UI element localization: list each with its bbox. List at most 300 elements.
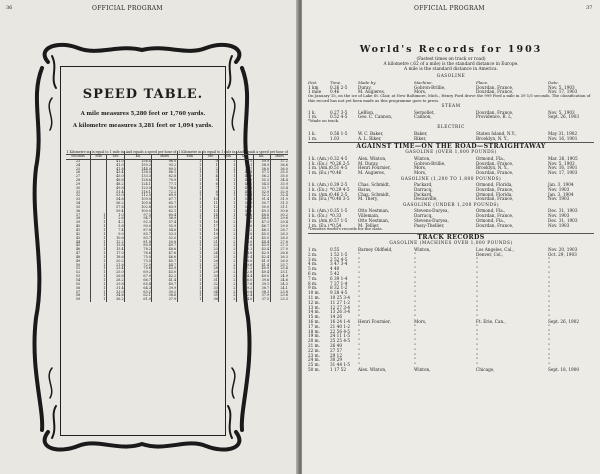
record-cell: 4 m.: [308, 261, 318, 267]
table-cell: 2: [219, 241, 237, 245]
table-cell: 17: [202, 225, 219, 229]
table-cell: 31: [202, 279, 219, 283]
record-cell: Nov. 5, 1903: [548, 84, 575, 90]
table-cell: 40: [75, 224, 81, 229]
record-cell: ": [358, 270, 360, 276]
table-cell: 64.3: [125, 287, 152, 291]
table-cell: 51.4: [253, 198, 270, 202]
table-cell: 1: [177, 279, 202, 283]
table-cell: 54.6: [106, 198, 124, 202]
table-cell: 15.4: [106, 248, 124, 252]
table-cell: 52.0: [152, 237, 177, 241]
table-cell: 4: [202, 175, 219, 179]
table-cell: 13.8: [106, 244, 124, 248]
record-cell: ": [476, 256, 478, 262]
table-cell: 1: [219, 164, 237, 168]
speed-table-frame: [28, 38, 288, 456]
table-cell: 38.1: [236, 164, 253, 168]
record-cell: ": [358, 342, 360, 348]
table-cell: 41.0: [106, 164, 124, 168]
record-cell: May 31, 1902: [548, 130, 578, 136]
table-cell: 59.9: [253, 159, 270, 163]
table-cell: 105.8: [125, 202, 152, 206]
record-cell: Decauville,: [414, 196, 438, 202]
record-cell: 1 k. (Am.): [308, 155, 329, 161]
table-cell: 27: [202, 264, 219, 268]
record-cell: ": [548, 275, 550, 281]
speed-table: [66, 151, 288, 302]
table-cell: 27.3: [270, 244, 288, 248]
table-cell: 8.4: [236, 237, 253, 241]
table-cell: 49.8: [106, 187, 124, 191]
record-cell: 16 24 1-4: [330, 318, 351, 324]
record-cell: Nov. 17, 1903: [548, 89, 578, 95]
table-cell: 1: [177, 283, 202, 287]
table-cell: 5.2: [236, 229, 253, 233]
table-cell: 43: [75, 235, 81, 240]
road-records-heading: AGAINST TIME—ON THE ROAD—STRAIGHTAWAY: [356, 143, 546, 151]
record-cell: 14 m.: [308, 309, 320, 315]
table-cell: 33.4: [270, 187, 288, 191]
table-cell: 58.9: [152, 217, 177, 221]
records-note-km: A kilometre (.62 of a mile) is the standard distance in Europe.: [383, 62, 519, 67]
table-cell: 25.1: [270, 271, 288, 275]
table-cell: 1: [91, 279, 107, 283]
table-cell: 74.6: [152, 187, 177, 191]
record-cell: Nov. 16, 1901: [548, 135, 578, 141]
table-cell: 52.2: [253, 194, 270, 198]
record-cell: 13 m.: [308, 304, 320, 310]
record-cell: Mors,: [414, 165, 427, 171]
table-cell: 77.1: [152, 183, 177, 187]
record-cell: Ormond, Fla.,: [476, 217, 506, 223]
table-cell: 109.0: [125, 198, 152, 202]
record-cell: Otto Nestman,: [358, 208, 390, 214]
table-cell: 39.7: [236, 168, 253, 172]
table-cell: 59: [75, 297, 81, 302]
table-cell: 2: [219, 248, 237, 252]
record-cell: ": [358, 290, 360, 296]
table-cell: 1: [177, 217, 202, 221]
table-cell: 18.6: [106, 256, 124, 260]
records-note-mile: A mile is the standard distance in America.: [404, 67, 498, 72]
table-cell: 1: [219, 159, 237, 163]
column-header-cell: Date.: [548, 79, 559, 85]
record-cell: 7 37 1-4: [330, 280, 348, 286]
table-cell: 40.4: [253, 271, 270, 275]
record-cell: ": [358, 328, 360, 334]
table-cell: 42.4: [253, 256, 270, 260]
table-cell: 102.8: [125, 206, 152, 210]
table-cell: 0: [202, 159, 219, 163]
record-cell: 1 k. (Eu.): [308, 213, 328, 218]
table-cell: 79.9: [152, 179, 177, 183]
record-cell: Los Angeles, Cal.,: [476, 246, 514, 252]
table-cell: 20.2: [106, 260, 124, 264]
record-cell: 1 m. (Am.): [308, 217, 331, 223]
record-cell: 1 k. (Eu.): [308, 160, 328, 166]
record-cell: 1 m. (Eu.): [308, 196, 329, 202]
table-cell: 75.0: [125, 256, 152, 260]
unit-header-cell: Sec: [202, 155, 219, 159]
record-cell: 27 57: [330, 347, 342, 353]
table-cell: 1: [177, 183, 202, 187]
record-cell: ": [358, 352, 360, 358]
record-cell: ": [414, 342, 416, 348]
table-cell: 23.4: [106, 267, 124, 271]
table-cell: 1.0: [106, 214, 124, 218]
table-cell: 31.5: [270, 202, 288, 206]
record-cell: 0.57 1-5: [330, 217, 348, 223]
table-cell: 55.9: [152, 225, 177, 229]
record-cell: 0.46: [330, 89, 340, 95]
table-cell: 63.9: [152, 206, 177, 210]
table-cell: 2: [219, 260, 237, 264]
record-cell: 1 k.: [308, 130, 316, 136]
table-cell: 66.7: [125, 279, 152, 283]
table-cell: 49.7: [152, 244, 177, 248]
table-cell: 83.7: [125, 237, 152, 241]
table-cell: 1: [177, 271, 202, 275]
table-cell: 23: [202, 248, 219, 252]
table-cell: 128.6: [125, 179, 152, 183]
record-cell: ": [414, 333, 416, 339]
table-cell: 1: [177, 252, 202, 256]
table-cell: 1: [91, 217, 107, 221]
record-cell: ": [476, 323, 478, 329]
record-cell: ": [414, 347, 416, 353]
table-cell: 25.0: [106, 271, 124, 275]
table-cell: 1: [91, 267, 107, 271]
table-cell: 9.0: [106, 233, 124, 237]
record-cell: Jan. 3, 1904: [548, 191, 574, 197]
table-cell: 85.7: [125, 233, 152, 237]
table-cell: 42.9: [236, 175, 253, 179]
table-cell: 1: [177, 171, 202, 175]
track-records-subheading: GASOLINE (MACHINES OVER 1,000 POUNDS): [389, 241, 513, 247]
record-cell: 13 26 3-4: [330, 309, 351, 315]
table-cell: 39.6: [253, 279, 270, 283]
table-cell: 28: [202, 267, 219, 271]
table-cell: 29.0: [270, 225, 288, 229]
table-cell: 20: [202, 237, 219, 241]
record-cell: ": [548, 280, 550, 286]
table-cell: 12: [202, 206, 219, 210]
table-cell: 43.9: [152, 267, 177, 271]
table-cell: 156.4: [125, 159, 152, 163]
table-cell: 62.1: [152, 210, 177, 214]
table-cell: 29: [75, 181, 81, 186]
table-cell: 10.6: [106, 237, 124, 241]
table-cell: 65.4: [125, 283, 152, 287]
record-cell: ": [548, 347, 550, 353]
table-cell: 54.5: [253, 183, 270, 187]
table-cell: 6: [202, 183, 219, 187]
table-cell: 54.0: [236, 202, 253, 206]
record-cell: 1 m.: [308, 246, 318, 252]
table-cell: 1: [177, 168, 202, 172]
table-cell: 35: [202, 294, 219, 298]
table-cell: 50.7: [253, 202, 270, 206]
table-cell: 1: [177, 206, 202, 210]
table-cell: 1: [177, 210, 202, 214]
table-cell: 1: [177, 264, 202, 268]
record-cell: 8 32 1-2: [330, 285, 348, 291]
table-cell: 81.8: [125, 241, 152, 245]
table-cell: 1: [219, 171, 237, 175]
record-cell: Brooklyn, N. Y.,: [476, 165, 509, 171]
table-cell: 50.0: [253, 206, 270, 210]
table-cell: 23.3: [270, 298, 288, 302]
table-cell: 35.5: [270, 171, 288, 175]
table-cell: 53.3: [152, 233, 177, 237]
table-cell: 1: [177, 202, 202, 206]
table-cell: 23: [75, 158, 81, 163]
record-cell: ": [476, 280, 478, 286]
record-cell: ": [358, 266, 360, 272]
table-cell: 26: [202, 260, 219, 264]
table-cell: 55.3: [253, 179, 270, 183]
table-cell: 57: [75, 289, 81, 294]
record-cell: ": [358, 362, 360, 368]
right-page-header: OFFICIAL PROGRAM: [414, 5, 485, 12]
table-cell: 48.6: [152, 248, 177, 252]
record-cell: ": [414, 299, 416, 305]
table-cell: 1: [177, 225, 202, 229]
unit-header-cell: Min: [219, 155, 237, 159]
table-cell: 45.0: [253, 237, 270, 241]
table-cell: 31.4: [106, 287, 124, 291]
table-cell: 1: [91, 233, 107, 237]
record-cell: ": [414, 352, 416, 358]
table-cell: 52.4: [236, 198, 253, 202]
record-cell: 1.03: [330, 135, 340, 141]
table-cell: 46.1: [236, 183, 253, 187]
table-cell: 30.2: [270, 214, 288, 218]
table-cell: 56.2: [106, 202, 124, 206]
table-cell: 29.2: [236, 287, 253, 291]
table-cell: 90.0: [125, 225, 152, 229]
table-cell: 57.4: [152, 221, 177, 225]
record-cell: ": [358, 338, 360, 344]
record-cell: ": [358, 347, 360, 353]
table-cell: 69.9: [152, 194, 177, 198]
record-cell: Alex. Winton,: [358, 366, 387, 372]
table-cell: 1: [177, 237, 202, 241]
table-cell: 1: [91, 287, 107, 291]
table-cell: 52.9: [253, 191, 270, 195]
unit-header-cell: Sec: [236, 155, 253, 159]
table-cell: 32: [75, 193, 81, 198]
table-cell: 1: [177, 229, 202, 233]
speed-table-subtitle-mile: A mile measures 5,280 feet or 1,760 yards.: [80, 111, 206, 117]
table-cell: 41.4: [253, 264, 270, 268]
table-cell: 1: [177, 159, 202, 163]
column-header-cell: Made by: [358, 79, 376, 85]
table-cell: 92.3: [125, 221, 152, 225]
table-cell: 87.8: [125, 229, 152, 233]
record-cell: ": [358, 309, 360, 315]
record-cell: ": [414, 309, 416, 315]
record-cell: ": [414, 261, 416, 267]
table-cell: 97.3: [125, 214, 152, 218]
record-cell: Otto Nestman,: [358, 217, 390, 223]
record-cell: 1 m.: [308, 135, 318, 141]
table-cell: 4.2: [106, 221, 124, 225]
table-cell: 7: [202, 187, 219, 191]
table-cell: 1: [177, 233, 202, 237]
record-cell: ": [476, 342, 478, 348]
table-cell: 1: [177, 164, 202, 168]
record-cell: ": [476, 304, 478, 310]
table-cell: 1: [91, 252, 107, 256]
record-cell: Henri Fournier,: [358, 165, 391, 171]
record-cell: *0.33: [330, 213, 342, 218]
table-cell: 37.5: [253, 298, 270, 302]
table-cell: 37.9: [253, 294, 270, 298]
table-cell: 33.0: [106, 291, 124, 295]
table-cell: 2: [219, 256, 237, 260]
record-cell: Barney Oldfield,: [358, 246, 393, 252]
group-header-cell: And equals a speed per hour of: [125, 150, 177, 154]
table-cell: 48.6: [253, 214, 270, 218]
table-cell: 2: [219, 287, 237, 291]
record-cell: 10 m.: [308, 290, 320, 296]
record-cell: 19 m.: [308, 333, 320, 339]
record-cell: ": [476, 294, 478, 300]
table-cell: 48: [75, 254, 81, 259]
table-cell: 25.7: [270, 264, 288, 268]
table-cell: 1: [177, 267, 202, 271]
table-cell: 89.5: [152, 168, 177, 172]
table-cell: 138.5: [125, 171, 152, 175]
record-cell: ": [414, 256, 416, 262]
table-cell: 3: [202, 171, 219, 175]
record-cell: ": [414, 266, 416, 272]
table-cell: 26.0: [236, 279, 253, 283]
gasoline-footnote: On January 15, on the ice of Lake St. Clair, at New Baltimore, Mich., Henry Ford drove the 999 Ford a mile in 39 1/5 seconds. The classification of this record has not yet been made as this programme goes to press.: [308, 93, 591, 103]
record-cell: 4 40: [330, 266, 340, 272]
column-header-cell: Place.: [476, 79, 489, 85]
table-cell: 24.9: [270, 275, 288, 279]
record-cell: ": [548, 357, 550, 363]
table-cell: 1: [91, 271, 107, 275]
table-cell: 13: [202, 210, 219, 214]
table-cell: 33: [202, 287, 219, 291]
table-cell: 35.0: [270, 175, 288, 179]
table-cell: 46.7: [253, 225, 270, 229]
record-cell: Dourdan, France,: [476, 160, 514, 166]
record-cell: 15 m.: [308, 314, 320, 320]
table-cell: 70.6: [125, 267, 152, 271]
table-cell: 1: [91, 256, 107, 260]
record-cell: *0.29 4-5: [330, 186, 350, 192]
record-cell: ": [548, 362, 550, 368]
table-cell: 96.0: [152, 159, 177, 163]
record-cell: ": [476, 275, 478, 281]
record-cell: Winton,: [414, 366, 431, 372]
records-title: World's Records for 1903: [359, 44, 543, 55]
table-cell: 53: [75, 274, 81, 279]
record-cell: Chicago,: [476, 366, 495, 372]
table-cell: 67.7: [152, 198, 177, 202]
table-cell: 1: [91, 291, 107, 295]
table-cell: 2: [219, 298, 237, 302]
table-cell: 1: [177, 187, 202, 191]
table-cell: 1: [177, 198, 202, 202]
table-cell: 1: [91, 275, 107, 279]
table-cell: 1: [219, 191, 237, 195]
page-number-right: 37: [586, 5, 593, 11]
table-cell: 1: [177, 214, 202, 218]
record-cell: ": [548, 333, 550, 339]
table-cell: 41.9: [253, 260, 270, 264]
table-cell: 11.6: [236, 244, 253, 248]
record-cell: 9 m.: [308, 285, 318, 291]
table-cell: 2: [219, 221, 237, 225]
table-cell: 144.0: [125, 168, 152, 172]
record-cell: 12 m.: [308, 299, 320, 305]
record-cell: Nov. 20, 1903: [548, 246, 578, 252]
table-cell: 1: [219, 194, 237, 198]
table-cell: 59.4: [106, 210, 124, 214]
table-cell: 36.0: [270, 168, 288, 172]
table-cell: 29.8: [270, 217, 288, 221]
table-cell: 48.0: [253, 217, 270, 221]
table-cell: 24.6: [270, 279, 288, 283]
table-cell: 44.5: [236, 179, 253, 183]
unit-header-cell: Miles: [270, 155, 288, 159]
record-cell: ": [476, 333, 478, 339]
table-cell: 43.4: [106, 171, 124, 175]
record-cell: ": [548, 304, 550, 310]
table-cell: 35: [75, 204, 81, 209]
table-cell: 24.1: [270, 287, 288, 291]
record-cell: Staten Island, N.Y.,: [476, 130, 517, 136]
table-cell: 47.6: [236, 187, 253, 191]
section-over-1000-label: GASOLINE (OVER 1,000 POUNDS): [405, 150, 497, 156]
table-cell: 33: [75, 197, 81, 202]
record-cell: 1 m. (Eu.): [308, 222, 329, 228]
table-cell: 1: [219, 214, 237, 218]
table-cell: 56: [75, 285, 81, 290]
table-cell: 26.3: [270, 256, 288, 260]
table-cell: 1: [177, 298, 202, 302]
table-cell: 29.4: [270, 221, 288, 225]
table-cell: 16: [202, 221, 219, 225]
record-cell: Darracq,: [414, 186, 433, 192]
record-cell: Dourdan, France,: [476, 213, 514, 218]
record-cell: ": [358, 294, 360, 300]
record-cell: 26 40: [330, 342, 342, 348]
table-cell: 26.6: [106, 275, 124, 279]
record-cell: 1 km: [308, 84, 319, 90]
record-cell: 18 m.: [308, 328, 320, 334]
record-cell: Dourdan, France,: [476, 186, 514, 192]
record-cell: ": [414, 338, 416, 344]
record-cell: Mar. 26, 1905: [548, 155, 578, 161]
record-cell: ": [414, 362, 416, 368]
record-cell: ": [548, 285, 550, 291]
table-cell: 21.8: [106, 264, 124, 268]
record-cell: ": [358, 299, 360, 305]
record-cell: 23 m.: [308, 352, 320, 358]
table-cell: 45.5: [253, 233, 270, 237]
table-cell: 2: [219, 275, 237, 279]
record-cell: 0.27 3-5: [330, 109, 348, 115]
record-cell: Ormond, Fla.,: [476, 155, 506, 161]
record-cell: Packard,: [414, 182, 433, 187]
